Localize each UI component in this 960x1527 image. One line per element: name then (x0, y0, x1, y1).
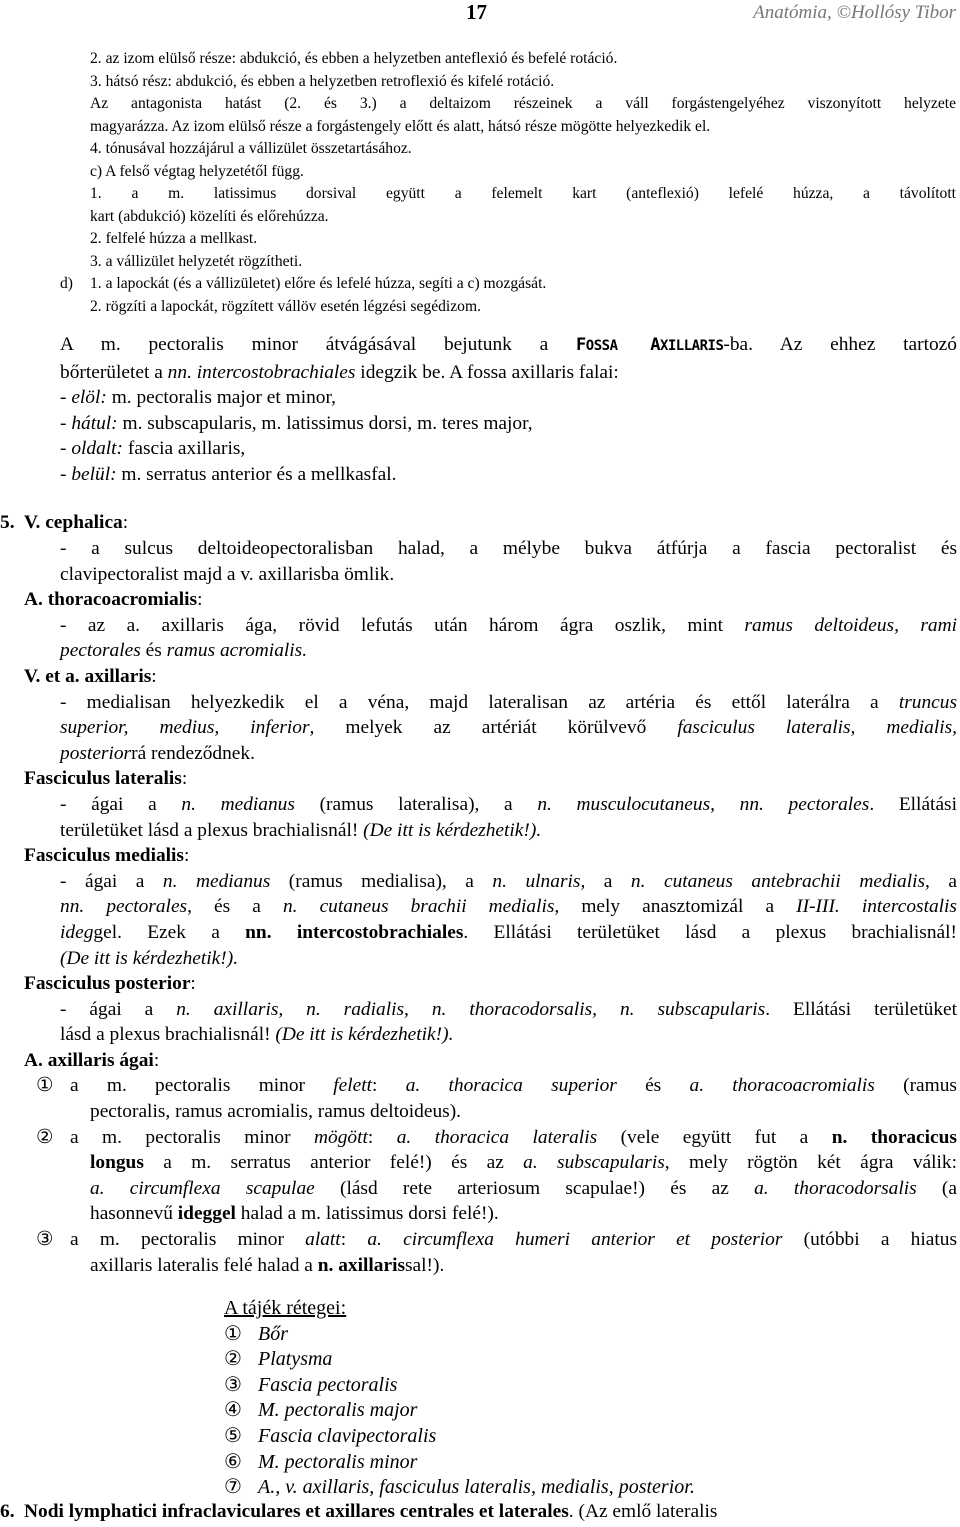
text-line (24, 1022, 957, 1048)
text-line (24, 715, 957, 741)
nerve-name-bold: n. thoracicus (831, 1126, 957, 1148)
layer-name: Fascia clavipectoralis (258, 1424, 437, 1447)
nerve-name: n. medianus (181, 793, 295, 815)
circled-number: ⑥ (224, 1450, 242, 1473)
circled-number: ③ (36, 1229, 54, 1251)
text-span: : (367, 1126, 397, 1148)
smallcaps-text: A (617, 335, 660, 355)
section-number: 5. (0, 512, 15, 533)
text-line (24, 920, 957, 946)
nerve-name: n. cutaneus antebrachii medialis (630, 870, 926, 892)
nerve-name: n. axillaris, n. radialis, n. thoracodorsalis, n. subscapularis (176, 998, 766, 1020)
section-6-line (0, 1499, 960, 1525)
layer-item (224, 1373, 695, 1399)
text-line: kart (abdukció) közelíti és előrehúzza. (90, 207, 329, 225)
text-line (24, 613, 957, 639)
text-line (24, 1253, 957, 1279)
text-span: , a (925, 870, 958, 892)
text-line (24, 690, 957, 716)
layer-item (224, 1398, 695, 1424)
text-line (24, 997, 957, 1023)
circled-number: ① (224, 1322, 242, 1345)
text-line: pectoralis, ramus acromialis, ramus deltoideus). (90, 1101, 462, 1123)
text-span: : (197, 589, 203, 611)
smallcaps-text: F (576, 335, 586, 355)
page-number: 17 (466, 0, 487, 24)
smallcaps-text: XILLARIS (659, 338, 724, 354)
dash: - (60, 412, 72, 434)
text-span: - ágai a (60, 870, 163, 892)
branch-item-2 (24, 1125, 957, 1151)
layer-item (224, 1475, 695, 1501)
smallcaps-text: OSSA (585, 338, 618, 354)
text-line (24, 1048, 957, 1074)
nerve-name-bold: ideggel (177, 1203, 236, 1225)
layer-item (224, 1424, 695, 1450)
exam-note: (De itt is kérdezhetik!). (60, 947, 239, 969)
exam-note: (De itt is kérdezhetik!). (275, 1024, 454, 1046)
artery-name: a. thoracica lateralis (396, 1126, 598, 1148)
heading-a-thoracoacromialis: A. thoracoacromialis (24, 589, 198, 611)
text-span: : (153, 1049, 160, 1071)
text-span: m. subscapularis, m. latissimus dorsi, m. teres major, (117, 412, 533, 434)
dash: - (60, 387, 72, 409)
text-span: m. pectoralis major et minor, (106, 387, 337, 409)
text-line (24, 971, 957, 997)
text-span: - ágai a (60, 793, 182, 815)
text-span: a m. pectoralis minor (70, 1126, 315, 1148)
text-span: -ba. Az ehhez tartozó (723, 334, 957, 355)
heading-fasciculus-posterior: Fasciculus posterior (24, 973, 191, 995)
text-line (60, 332, 957, 360)
text-span: , és a (187, 896, 283, 918)
structure-name: superior, medius, inferior (60, 717, 310, 739)
text-line (60, 273, 956, 296)
text-line: 2. az izom elülső része: abdukció, és ebben a helyzetben anteflexió és befelé rotáció. (90, 50, 618, 67)
text-line: 3. a vállizület helyzetét rögzítheti. (90, 252, 303, 270)
structure-name: posterior (60, 742, 132, 764)
text-span: . (Az emlő lateralis (568, 1501, 718, 1522)
branch-item-1 (24, 1073, 957, 1099)
text-span: . Ellátási területüket (765, 998, 958, 1020)
text-line: 4. tónusával hozzájárul a vállizület összetartásához. (90, 140, 412, 157)
text-line (24, 638, 957, 664)
layer-name: M. pectoralis major (258, 1399, 418, 1422)
text-line: clavipectoralist majd a v. axillarisba ömlik. (60, 563, 395, 585)
layer-name: A., v. axillaris, fasciculus lateralis, medialis, posterior. (258, 1476, 695, 1499)
exam-note: (De itt is kérdezhetik!). (363, 819, 542, 841)
text-span: : (372, 1075, 406, 1097)
text-span: : (181, 768, 188, 790)
circled-number: ② (224, 1348, 242, 1371)
text-span: - az a. axillaris ága, rövid lefutás után három ágra oszlik, mint (60, 614, 745, 636)
deltoid-continuation (60, 48, 956, 318)
circled-number: ③ (224, 1373, 242, 1396)
heading-v-et-a-axillaris: V. et a. axillaris (24, 665, 152, 687)
heading-fasciculus-lateralis: Fasciculus lateralis (24, 768, 182, 790)
wall-label: elöl: (71, 387, 107, 409)
text-span: lásd a plexus brachialisnál! (60, 1024, 276, 1046)
text-span: . Ellátási (869, 793, 957, 815)
position-word: alatt (305, 1229, 341, 1251)
text-line: 2. felfelé húzza a mellkast. (90, 230, 258, 247)
text-span: sal!). (405, 1254, 445, 1276)
text-span: halad a m. latissimus dorsi felé!). (235, 1203, 499, 1225)
text-span: és (140, 640, 167, 662)
nerve-name-bold: nn. intercostobrachiales (245, 921, 464, 943)
text-line (24, 869, 957, 895)
text-line: 1. a m. latissimus dorsival együtt a felemelt kart (anteflexió) lefelé húzza, a távolított (90, 185, 956, 202)
circled-number: ⑤ (224, 1424, 242, 1447)
branch-name: ramus deltoideus, rami (744, 614, 957, 636)
artery-name: a. thoracoacromialis (689, 1075, 875, 1097)
heading-v-cephalica: V. cephalica (24, 512, 123, 533)
structure-name: truncus (898, 691, 957, 713)
text-span: a m. pectoralis minor (70, 1075, 334, 1097)
artery-name: a. subscapularis (523, 1152, 665, 1174)
text-line: magyarázza. Az izom elülső része a forgástengely előtt és alatt, hátsó része mögötte helyezkedik el. (90, 117, 711, 135)
text-span: . Ellátási területüket lásd a plexus brachialisnál! (463, 921, 957, 943)
branch-name: ramus acromialis. (166, 640, 308, 662)
branch-name: pectorales (60, 640, 141, 662)
text-line: 3. hátsó rész: abdukció, és ebben a helyzetben retroflexió és kifelé rotáció. (90, 72, 555, 90)
text-line (24, 894, 957, 920)
text-line (24, 587, 957, 613)
text-line (0, 510, 960, 536)
page-header (0, 0, 960, 36)
text-line: 2. rögzíti a lapockát, rögzített vállöv esetén légzési segédizom. (90, 297, 482, 315)
running-title: Anatómia, ©Hollósy Tibor (753, 2, 956, 23)
heading-a-axillaris-agai: A. axillaris ágai (24, 1049, 154, 1071)
wall-label: hátul: (71, 412, 118, 434)
text-line (24, 664, 957, 690)
text-span: 1. a lapockát (és a vállizületet) előre és lefelé húzza, segíti a c) mozgását. (90, 275, 547, 292)
text-line: Az antagonista hatást (2. és 3.) a deltaizom részeinek a váll forgástengelyéhez viszonyított helyzete (90, 95, 956, 112)
wall-label: oldalt: (71, 438, 124, 460)
text-line: c) A felső végtag helyzetétől függ. (90, 162, 304, 180)
artery-name: a. circumflexa scapulae (90, 1177, 315, 1199)
text-span: bőrterületet a (60, 361, 168, 383)
text-span: : (122, 512, 129, 533)
text-span: a m. pectoralis minor (70, 1229, 306, 1251)
text-span: hasonnevű (90, 1203, 178, 1225)
position-word: mögött (314, 1126, 368, 1148)
circled-number: ① (36, 1075, 54, 1097)
structure-name: fasciculus lateralis, medialis, (677, 717, 957, 739)
nerve-name: n. cutaneus brachii medialis (282, 896, 555, 918)
text-line (0, 1499, 960, 1525)
nerve-name: ideg (60, 921, 94, 943)
nerve-name: n. musculocutaneus, nn. pectorales (537, 793, 870, 815)
text-span: (ramus (874, 1075, 957, 1097)
text-span: idegzik be. A fossa axillaris falai: (355, 361, 619, 383)
nerve-name: II-III. intercostalis (796, 896, 957, 918)
section-5-body (24, 536, 957, 1278)
text-span: a m. serratus anterior felé!) és az (143, 1152, 524, 1174)
text-span: , melyek az artériát körülvevő (309, 717, 678, 739)
branch-item-3 (24, 1227, 957, 1253)
nerve-name: n. medianus (162, 870, 271, 892)
text-span: (lásd rete arteriosum scapulae!) és az (314, 1177, 755, 1199)
text-span: és (616, 1075, 690, 1097)
layer-item (224, 1450, 695, 1476)
section-5-number-line (0, 510, 960, 536)
region-layers-list (224, 1296, 695, 1501)
circled-number: ⑦ (224, 1476, 242, 1499)
text-line (24, 792, 957, 818)
text-span: - ágai a (60, 998, 177, 1020)
text-span: (ramus lateralisa), a (294, 793, 538, 815)
nerve-name: nn. pectorales (60, 896, 188, 918)
text-line (24, 766, 957, 792)
text-span: - medialisan helyezkedik el a véna, majd lateralisan az artéria és ettől laterálra a (60, 691, 899, 713)
text-span: gel. Ezek a (93, 921, 246, 943)
dash: - (60, 463, 72, 485)
text-span: : (151, 665, 157, 687)
text-span: A m. pectoralis minor átvágásával bejutunk a (60, 334, 577, 355)
heading-fasciculus-medialis: Fasciculus medialis (24, 845, 184, 867)
wall-line (60, 411, 957, 437)
text-span: (a (916, 1177, 957, 1199)
wall-line (60, 385, 957, 411)
nerve-name: nn. intercostobrachiales (167, 361, 356, 383)
text-line (24, 1176, 957, 1202)
artery-name: a. thoracodorsalis (754, 1177, 917, 1199)
text-span: , mely anasztomizál a (554, 896, 797, 918)
layer-name: Fascia pectoralis (258, 1373, 398, 1396)
artery-name: a. circumflexa humeri anterior et posterior (367, 1229, 783, 1251)
text-line (24, 843, 957, 869)
heading-nodi-lymphatici: Nodi lymphatici infraclaviculares et axillares centrales et laterales (24, 1501, 569, 1522)
nerve-name-bold: longus (90, 1152, 144, 1174)
dash: - (60, 438, 72, 460)
text-span: (vele együtt fut a (597, 1126, 832, 1148)
item-letter: d) (60, 275, 73, 292)
text-span: rá rendeződnek. (131, 742, 255, 764)
wall-line (60, 462, 957, 488)
nerve-name: n. ulnaris (492, 870, 581, 892)
layer-name: Platysma (258, 1348, 333, 1371)
text-line: - a sulcus deltoideopectoralisban halad, a mélybe bukva átfúrja a fascia pectoralist és (60, 538, 957, 559)
layers-title: A tájék rétegei: (224, 1297, 347, 1319)
text-line (60, 360, 957, 386)
text-span: (ramus medialisa), a (270, 870, 493, 892)
text-span: területüket lásd a plexus brachialisnál! (60, 819, 364, 841)
text-span: , a (580, 870, 631, 892)
text-span: : (190, 973, 196, 995)
text-span: axillaris lateralis felé halad a (90, 1254, 318, 1276)
text-span: : (340, 1229, 368, 1251)
layer-name: Bőr (258, 1322, 288, 1345)
section-number: 6. (0, 1501, 15, 1522)
text-span: (utóbbi a hiatus (782, 1229, 957, 1251)
text-span: : (183, 845, 190, 867)
text-line (24, 741, 957, 767)
circled-number: ④ (224, 1399, 242, 1422)
fossa-axillaris-paragraph (60, 332, 957, 488)
text-line (24, 1201, 957, 1227)
layer-name: M. pectoralis minor (258, 1450, 418, 1473)
position-word: felett (333, 1075, 373, 1097)
layer-item (224, 1347, 695, 1373)
text-span: fascia axillaris, (123, 438, 246, 460)
text-span: m. serratus anterior és a mellkasfal. (116, 463, 397, 485)
circled-number: ② (36, 1126, 54, 1148)
text-line (24, 1150, 957, 1176)
wall-line (60, 436, 957, 462)
text-span: , mely rögtön két ágra válik: (664, 1152, 957, 1174)
artery-name: a. thoracica superior (405, 1075, 617, 1097)
nerve-name-bold: n. axillaris (317, 1254, 406, 1276)
wall-label: belül: (71, 463, 117, 485)
layer-item (224, 1322, 695, 1348)
text-line (24, 818, 957, 844)
